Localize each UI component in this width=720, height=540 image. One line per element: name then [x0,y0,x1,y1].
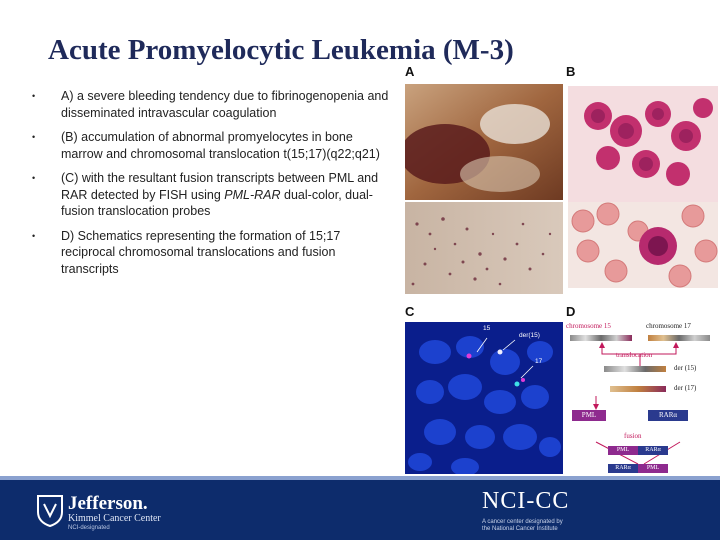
bullet-item [30,88,390,121]
nccc-logo-sub: A cancer center designated by the National Cancer Institute [482,519,563,532]
jefferson-logo-tag: NCI-designated [68,525,110,531]
fusion-rara-box: RARα [638,446,668,455]
bullet-marker: • [32,173,36,183]
bullet-text-italic: PML-RAR [224,187,281,202]
pml-box: PML [572,410,606,421]
bullet-text: A) a severe bleeding tendency due to fibrinogenopenia and disseminated intravascular coagulation [61,89,389,120]
bullet-marker: • [32,91,36,101]
fusion-pml-box: PML [608,446,638,455]
bullet-marker: • [32,132,36,142]
fish-image [405,322,563,474]
bullet-item [30,129,390,162]
fish-label-15: 15 [483,325,491,332]
panel-d-schematic [566,318,718,478]
bullet-item [30,170,390,220]
slide-title: Acute Promyelocytic Leukemia (M-3) [48,34,514,66]
fusion-rara-box-2: RARα [608,464,638,473]
label-chromosome-17: chromosome 17 [646,322,691,330]
panel-c-fish [405,322,563,474]
bullet-item [30,228,390,278]
bullet-marker: • [32,230,36,241]
chromosome-17-bar [648,335,710,341]
label-der15: der (15) [674,364,697,372]
bleeding-photo-image [405,84,563,294]
der15-bar [604,366,666,372]
bullet-text: (B) accumulation of abnormal promyelocytes in bone marrow and chromosomal translocation t(15;17)(q22;q21) [61,130,380,161]
fish-label-17: 17 [535,358,543,365]
label-der17: der (17) [674,384,697,392]
marrow-smear-image [568,86,718,288]
rara-box: RARα [648,410,688,421]
jefferson-shield-icon [36,494,64,528]
bullet-text-start: (C) with the resultant fusion transcripts between PML and RAR detected by FISH using [61,171,379,202]
fish-label-der15: der(15) [519,332,540,339]
bullet-text-end: dual-color, dual-fusion translocation probes [61,187,373,218]
label-translocation: translocation [616,351,653,359]
bullet-list [30,88,390,285]
jefferson-logo-name: Jefferson. [68,493,148,514]
label-chromosome-15: chromosome 15 [566,322,611,330]
panel-label-b: B [566,64,576,79]
label-fusion: fusion [624,432,642,440]
der17-bar [610,386,666,392]
panel-label-d: D [566,304,576,319]
panel-label-a: A [405,64,415,79]
nccc-logo: NCI-CC [482,488,570,514]
fusion-pml-box-2: PML [638,464,668,473]
bullet-text: D) Schematics representing the formation of 15;17 reciprocal chromosomal translocations and fusion transcripts [61,228,341,276]
panel-b-micrograph [568,86,718,288]
chromosome-15-bar [570,335,632,341]
panel-label-c: C [405,304,415,319]
jefferson-logo-sub: Kimmel Cancer Center [68,513,161,524]
panel-a-photo [405,84,563,294]
